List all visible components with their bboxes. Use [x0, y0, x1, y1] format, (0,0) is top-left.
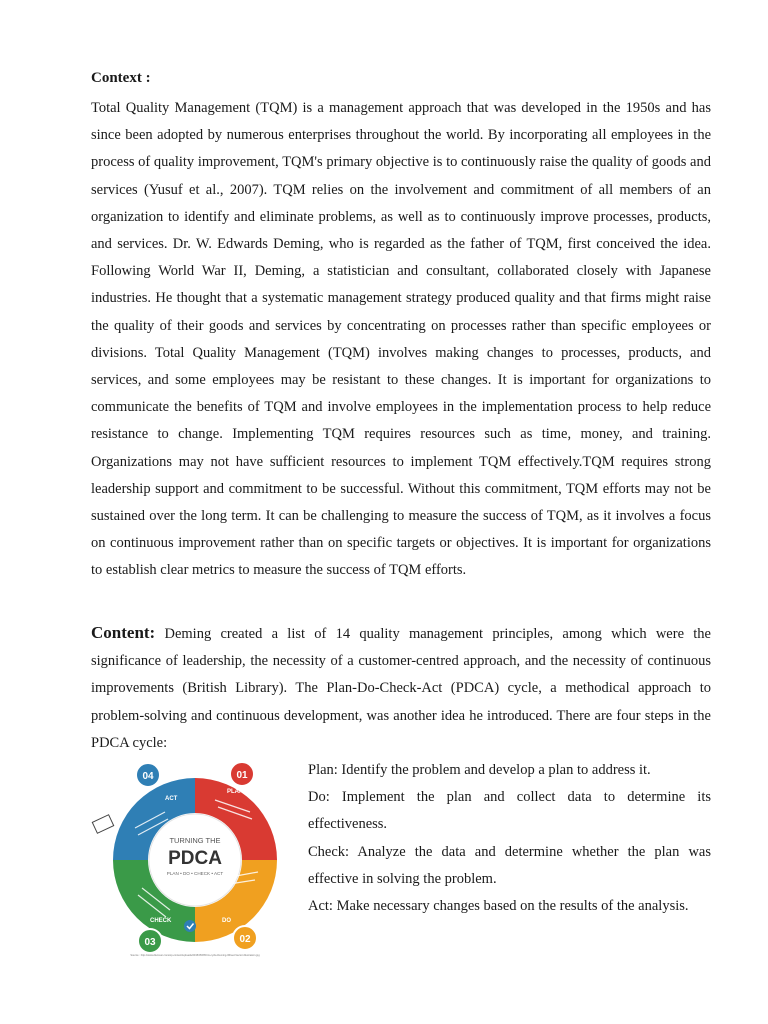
content-heading: Content: [91, 623, 156, 642]
center-main-text: PDCA [168, 848, 222, 869]
center-sub-text: PLAN • DO • CHECK • ACT [166, 871, 224, 876]
center-top-text: TURNING THE [169, 836, 221, 845]
do-label: DO [222, 918, 231, 924]
content-paragraph [91, 619, 711, 757]
act-number-badge: 04 [142, 771, 154, 782]
context-heading: Context : [91, 70, 151, 86]
figure-source: Source : http://www.discover.com/wp-content/uploads/2015/05/PDCA-cycle-Deming-Wheel-Vector-Illustration.jpg [130, 954, 260, 957]
pdca-steps-list [308, 757, 711, 920]
act-label: ACT [165, 796, 178, 802]
context-paragraph: Total Quality Management (TQM) is a management approach that was developed in the 1950s and has since been adopted by numerous enterprises throughout the world. By incorporating all employees in the process of quality improvement, TQM's primary objective is to continuously raise the quality of goods and services (Yusuf et al., 2007). TQM relies on the involvement and commitment of all members of an organization to identify and eliminate problems, as well as to continuously improve processes, products, and services. Dr. W. Edwards Deming, who is regarded as the father of TQM, first conceived the idea. Following World War II, Deming, a statistician and consultant, collaborated closely with Japanese industries. He thought that a systematic management strategy produced quality and that firms might raise the quality of their goods and services by concentrating on processes rather than specific employees or divisions. Total Quality Management (TQM) involves making changes to processes, products, and services, and some employees may be resistant to these changes. It is important for organizations to communicate the benefits of TQM and involve employees in the implementation process to help reduce resistance to change. Implementing TQM requires resources such as time, money, and training. Organizations may not have sufficient resources to implement TQM effectively.TQM requires strong leadership support and commitment to be successful. Without this commitment, TQM efforts may not be sustained over the long term. It can be challenging to measure the success of TQM, as it involves a focus on continuous improvement rather than on specific targets or objectives. It is important for organizations to establish clear metrics to measure the success of TQM efforts. [91, 100, 711, 579]
check-number-badge: 03 [144, 937, 156, 948]
checkmark-icon [184, 920, 196, 932]
check-label: CHECK [150, 918, 172, 924]
clipboard-icon [92, 815, 113, 833]
step-check: Check: Analyze the data and determine whether the plan was effective in solving the problem. [308, 843, 711, 887]
plan-label: PLAN [227, 789, 244, 795]
step-do: Do: Implement the plan and collect data to determine its effectiveness. [308, 789, 711, 833]
plan-number-badge: 01 [236, 770, 248, 781]
pdca-wheel-graphic [90, 760, 300, 958]
do-number-badge: 02 [239, 934, 251, 945]
step-plan: Plan: Identify the problem and develop a plan to address it. [308, 762, 651, 778]
pdca-cycle-figure [90, 760, 300, 958]
step-act: Act: Make necessary changes based on the results of the analysis. [308, 898, 689, 915]
content-body: Deming created a list of 14 quality management principles, among which were the significance of leadership, the necessity of a customer-centred approach, and the necessity of continuous improvements (British Library). The Plan-Do-Check-Act (PDCA) cycle, a methodical approach to problem-solving and continuous development, was another idea he introduced. There are four steps in the PDCA cycle: [91, 626, 711, 751]
